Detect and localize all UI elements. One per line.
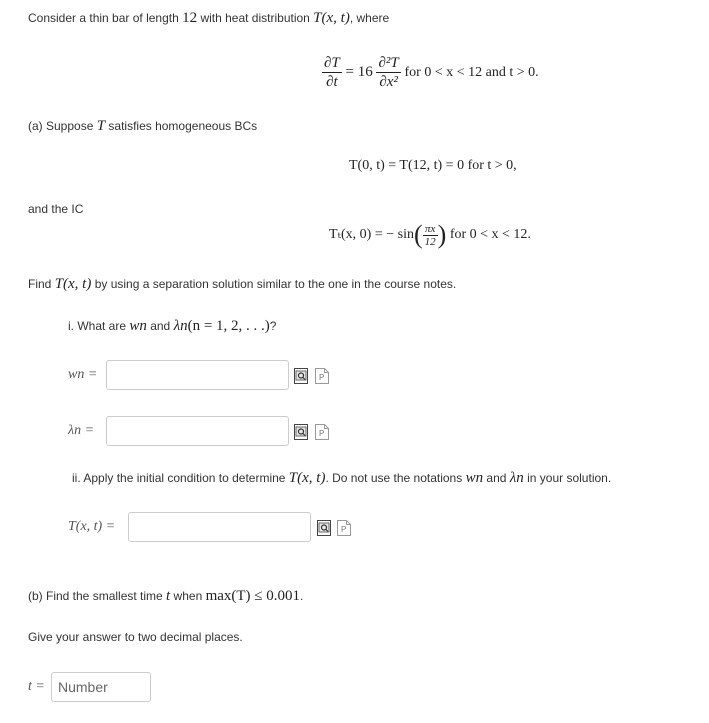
and-the-ic: and the IC: [28, 202, 84, 216]
d2T-dx2-fraction: [376, 54, 400, 91]
intro-text: [28, 10, 389, 27]
part-b-t: t: [166, 588, 171, 604]
part-b-question: [28, 588, 303, 605]
part-a-T: T: [96, 118, 106, 134]
lambda-answer-box[interactable]: [106, 416, 289, 446]
heat-equation: [322, 54, 539, 91]
t-label-text: t =: [28, 679, 45, 694]
boundary-conditions: T(0, t) = T(12, t) = 0 for t > 0,: [349, 158, 517, 173]
d2T: ∂²T: [378, 55, 399, 71]
t-label: [28, 679, 45, 695]
help-icon[interactable]: [315, 368, 329, 384]
sub-i-lambda: λn: [173, 318, 188, 334]
part-a-text: [28, 118, 257, 135]
T-input[interactable]: [129, 513, 310, 541]
ic-numerator: πx: [423, 223, 438, 236]
preview-icon[interactable]: [294, 368, 308, 384]
preview-icon[interactable]: [317, 520, 331, 536]
sub-ii-text-b: . Do not use the notations: [325, 471, 466, 485]
sub-ii-func: T(x, t): [288, 470, 326, 486]
w-answer-box[interactable]: [106, 360, 289, 390]
sub-ii-lambda: λn: [509, 470, 524, 486]
help-icon[interactable]: [315, 424, 329, 440]
preview-icon[interactable]: [294, 424, 308, 440]
help-icon[interactable]: [337, 520, 351, 536]
ic-domain: for 0 < x < 12.: [449, 227, 531, 243]
part-b-instructions: Give your answer to two decimal places.: [28, 630, 243, 644]
svg-text:P: P: [319, 429, 325, 438]
part-b-text-b: when: [170, 589, 206, 603]
sub-i-w: wn: [129, 318, 147, 334]
part-b-text-a: (b) Find the smallest time: [28, 589, 167, 603]
left-paren: (: [413, 220, 423, 249]
find-text-a: Find: [28, 277, 55, 291]
dx2: ∂x²: [379, 74, 398, 90]
equals-coefficient: = 16: [345, 63, 373, 80]
dT-dt-fraction: [322, 54, 342, 91]
svg-text:P: P: [319, 373, 325, 382]
find-text: [28, 276, 456, 293]
heat-function: T(x, t): [313, 10, 350, 26]
sub-ii-text-c: in your solution.: [523, 471, 612, 485]
lambda-input[interactable]: [107, 417, 288, 445]
ic-denominator: 12: [424, 235, 436, 248]
part-b-text-c: .: [300, 589, 304, 603]
initial-condition: [329, 220, 531, 250]
t-number-input[interactable]: [52, 673, 150, 701]
sub-i-q: ?: [269, 319, 277, 333]
part-a-text-a: (a) Suppose: [28, 119, 97, 133]
sub-i-question: [68, 318, 276, 335]
intro-text-b: with heat distribution: [197, 11, 314, 25]
part-b-cond: max(T) ≤ 0.001: [205, 588, 301, 604]
sub-i-and: and: [146, 319, 174, 333]
pde-domain: for 0 < x < 12 and t > 0.: [404, 64, 539, 80]
sub-i-text-a: i. What are: [68, 319, 130, 333]
find-text-b: by using a separation solution similar to the one in the course notes.: [91, 277, 457, 291]
sub-ii-question: [72, 470, 611, 487]
w-input[interactable]: [107, 361, 288, 389]
ic-fraction: [423, 223, 438, 248]
find-func: T(x, t): [54, 276, 92, 292]
T-label: T(x, t) =: [68, 519, 116, 534]
intro-text-c: , where: [349, 11, 390, 25]
t-answer-box[interactable]: [51, 672, 151, 702]
part-a-text-b: satisfies homogeneous BCs: [105, 119, 258, 133]
T-answer-box[interactable]: [128, 512, 311, 542]
ic-lhs: Tₜ(x, 0) = − sin: [329, 227, 414, 243]
dT: ∂T: [324, 55, 340, 71]
lambda-label: λn =: [68, 423, 95, 438]
sub-ii-and: and: [483, 471, 510, 485]
intro-text-a: Consider a thin bar of length: [28, 11, 183, 25]
sub-i-cond: (n = 1, 2, . . .): [187, 318, 270, 334]
sub-ii-w: wn: [465, 470, 484, 486]
right-paren: ): [437, 220, 447, 249]
w-label: wn =: [68, 367, 98, 382]
svg-text:P: P: [341, 525, 347, 534]
dt: ∂t: [326, 74, 338, 90]
bar-length: 12: [182, 10, 198, 26]
sub-ii-text-a: ii. Apply the initial condition to determine: [72, 471, 289, 485]
